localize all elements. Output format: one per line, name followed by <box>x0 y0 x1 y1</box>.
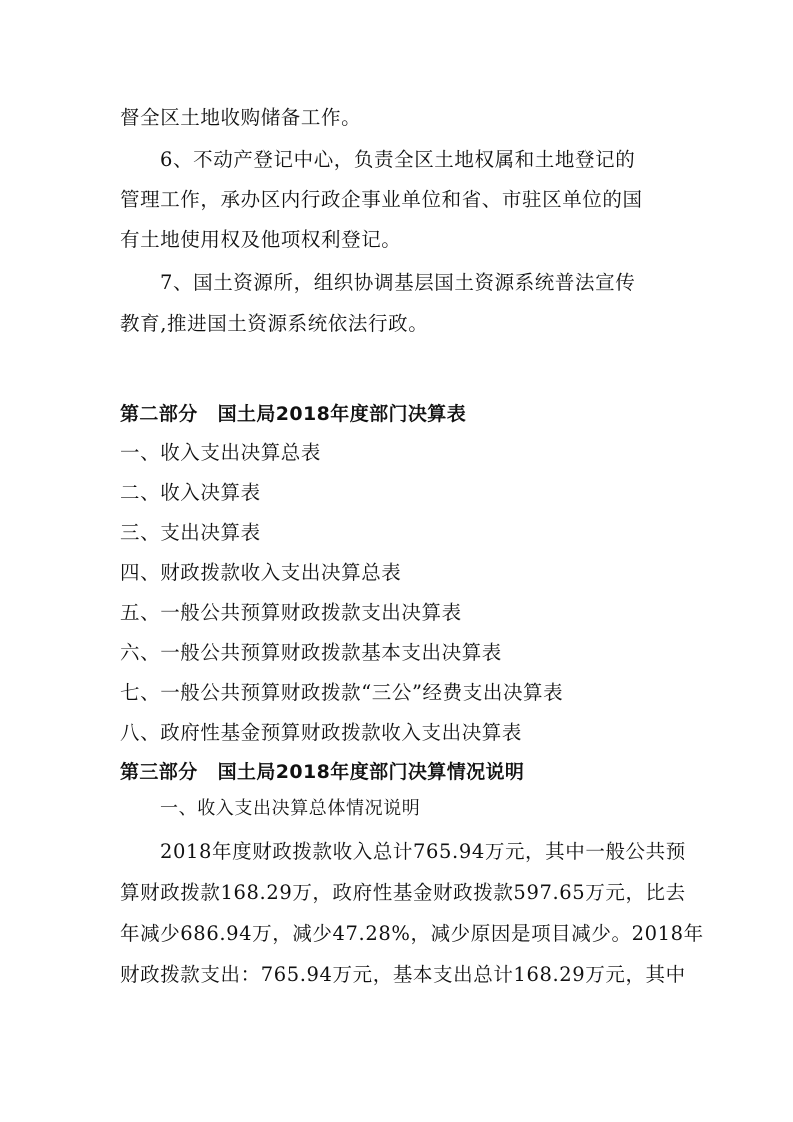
part2-list-item: 六、一般公共预算财政拨款基本支出决算表 <box>120 641 502 664</box>
part2-list-item: 七、一般公共预算财政拨款“三公”经费支出决算表 <box>120 681 564 704</box>
part2-heading-part: 第二部分 <box>120 403 198 425</box>
item-6-line-3: 有土地使用权及他项权利登记。 <box>120 228 402 251</box>
part3-para-line-3: 年减少686.94万，减少47.28%，减少原因是项目减少。2018年 <box>120 922 704 945</box>
intro-line: 督全区土地收购储备工作。 <box>120 106 362 129</box>
item-6-line-1: 6、不动产登记中心，负责全区土地权属和土地登记的 <box>160 148 636 171</box>
part2-heading-title: 国土局2018年度部门决算表 <box>217 403 467 425</box>
item-7-line-1: 7、国土资源所，组织协调基层国土资源系统普法宣传 <box>160 271 636 294</box>
part2-list-item: 五、一般公共预算财政拨款支出决算表 <box>120 601 462 624</box>
part2-list-item: 二、收入决算表 <box>120 481 261 504</box>
part3-para-line-4: 财政拨款支出：765.94万元，基本支出总计168.29万元，其中 <box>120 963 686 986</box>
part2-list-item: 八、政府性基金预算财政拨款收入支出决算表 <box>120 721 523 744</box>
part3-heading <box>120 760 524 784</box>
item-6-line-2: 管理工作，承办区内行政企事业单位和省、市驻区单位的国 <box>120 188 643 211</box>
part2-list-item: 三、支出决算表 <box>120 521 261 544</box>
item-7-line-2: 教育,推进国土资源系统依法行政。 <box>120 312 429 335</box>
part3-heading-title: 国土局2018年度部门决算情况说明 <box>217 761 525 783</box>
part3-para-line-1: 2018年度财政拨款收入总计765.94万元，其中一般公共预 <box>160 840 686 863</box>
part3-heading-part: 第三部分 <box>120 761 198 783</box>
part3-para-line-2: 算财政拨款168.29万，政府性基金财政拨款597.65万元，比去 <box>120 881 686 904</box>
part2-list-item: 四、财政拨款收入支出决算总表 <box>120 561 402 584</box>
part3-subheading: 一、收入支出决算总体情况说明 <box>160 798 421 819</box>
part2-heading <box>120 402 466 426</box>
part2-list-item: 一、收入支出决算总表 <box>120 441 322 464</box>
